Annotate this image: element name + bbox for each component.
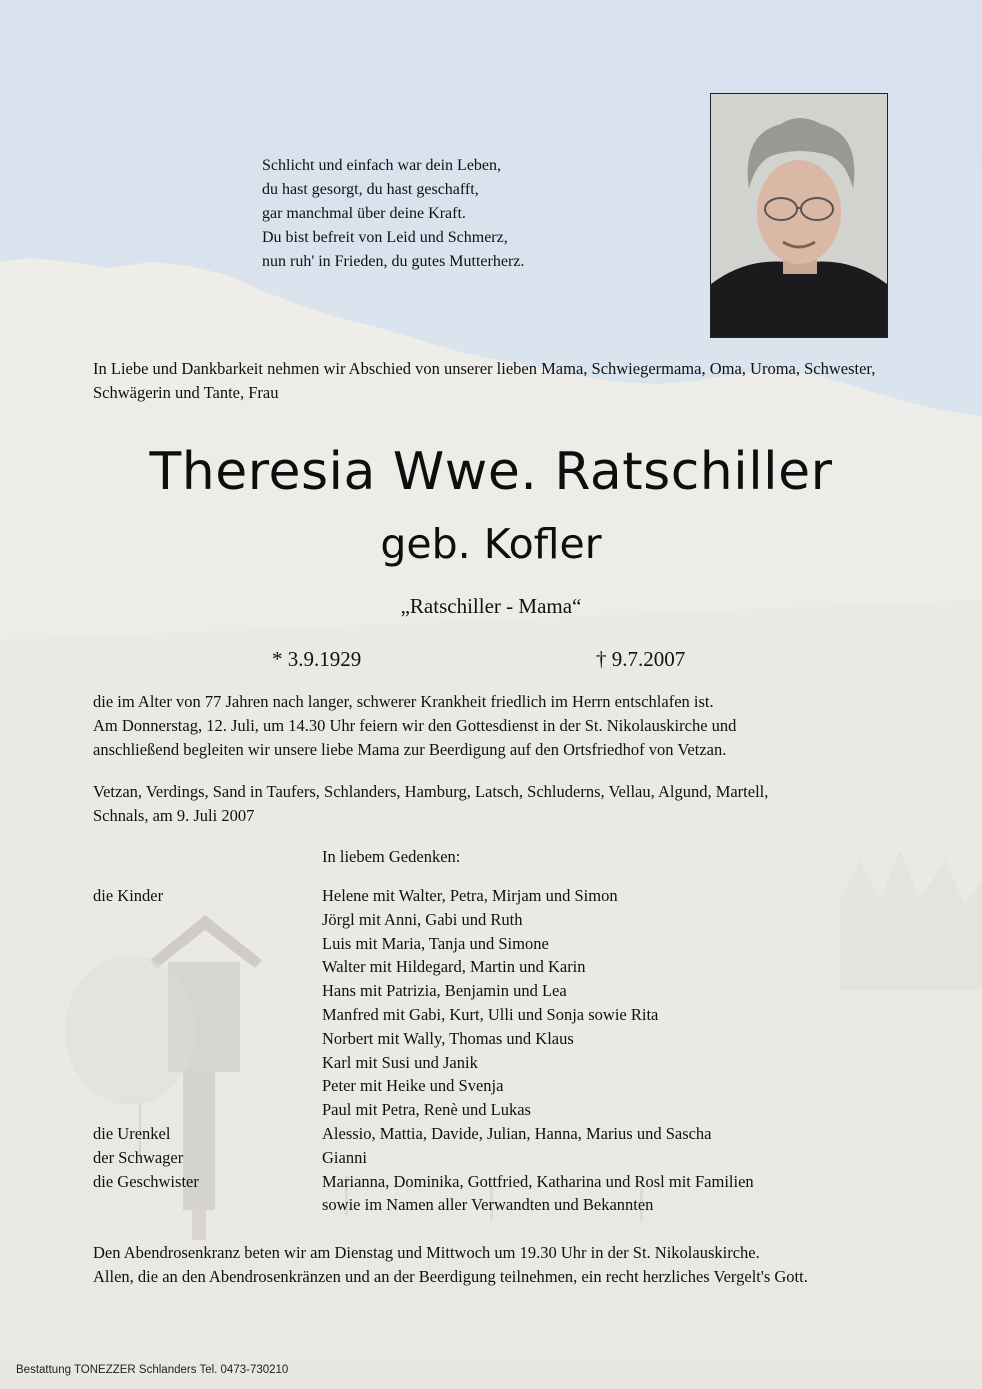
- mourner-group-label: die Urenkel: [93, 1123, 171, 1143]
- mourner-line: Gianni: [322, 1147, 367, 1167]
- mourner-group-great-grandchildren: [93, 1122, 913, 1146]
- announcement-body: [93, 690, 913, 762]
- intro-text: In Liebe und Dankbarkeit nehmen wir Abschied von unserer lieben Mama, Schwiegermama, Oma, Uroma, Schwester, Schwägerin und Tante, Frau: [93, 359, 876, 402]
- birth-date: * 3.9.1929: [272, 647, 362, 671]
- closing-line: Allen, die an den Abendrosenkränzen und an der Beerdigung teilnehmen, ein recht herzliches Vergelt's Gott.: [93, 1267, 808, 1286]
- mourner-group-names: [322, 1170, 754, 1218]
- mourner-line: Peter mit Heike und Svenja: [322, 1076, 504, 1096]
- mourner-line: sowie im Namen aller Verwandten und Bekannten: [322, 1195, 654, 1215]
- poem-line: du hast gesorgt, du hast geschafft,: [262, 181, 479, 198]
- places-line: Schnals, am 9. Juli 2007: [93, 806, 255, 825]
- portrait-image: [711, 94, 887, 337]
- places-and-date: [93, 780, 913, 828]
- death-date: † 9.7.2007: [596, 647, 686, 671]
- mourner-group-brother-in-law: [93, 1146, 913, 1170]
- mourner-line: Helene mit Walter, Petra, Mirjam und Simon: [322, 886, 618, 905]
- mourner-line: Luis mit Maria, Tanja und Simone: [322, 933, 549, 953]
- body-line: Am Donnerstag, 12. Juli, um 14.30 Uhr feiern wir den Gottesdienst in der St. Nikolauskirche und: [93, 716, 737, 735]
- mourner-group-names: [322, 1122, 712, 1146]
- body-line: die im Alter von 77 Jahren nach langer, schwerer Krankheit friedlich im Herrn entschlafen ist.: [93, 692, 714, 711]
- mourner-line: Jörgl mit Anni, Gabi und Ruth: [322, 909, 523, 929]
- maiden-name: geb. Kofler: [380, 520, 602, 568]
- mourner-group-names: [322, 884, 658, 1122]
- nickname: „Ratschiller - Mama“: [400, 594, 582, 618]
- mourner-group-siblings: [93, 1170, 913, 1218]
- mourner-group-label: die Geschwister: [93, 1171, 199, 1191]
- mourner-line: Paul mit Petra, Renè und Lukas: [322, 1100, 531, 1120]
- funeral-home-footer: Bestattung TONEZZER Schlanders Tel. 0473-730210: [16, 1364, 289, 1376]
- mourner-group-names: [322, 1146, 367, 1170]
- closing-line: Den Abendrosenkranz beten wir am Dienstag und Mittwoch um 19.30 Uhr in der St. Nikolauskirche.: [93, 1243, 760, 1262]
- deceased-name: Theresia Wwe. Ratschiller: [149, 442, 833, 502]
- mourner-line: Norbert mit Wally, Thomas und Klaus: [322, 1028, 574, 1048]
- mourner-line: Marianna, Dominika, Gottfried, Katharina und Rosl mit Familien: [322, 1171, 754, 1191]
- places-line: Vetzan, Verdings, Sand in Taufers, Schlanders, Hamburg, Latsch, Schluderns, Vellau, Algund, Martell,: [93, 782, 769, 801]
- poem-line: Du bist befreit von Leid und Schmerz,: [262, 229, 508, 246]
- memorial-poem: [262, 154, 682, 274]
- mourner-group-label: die Kinder: [93, 886, 164, 905]
- closing-text: [93, 1241, 933, 1289]
- body-line: anschließend begleiten wir unsere liebe Mama zur Beerdigung auf den Ortsfriedhof von Vetzan.: [93, 740, 727, 759]
- portrait-photo: [710, 93, 888, 338]
- mourner-line: Alessio, Mattia, Davide, Julian, Hanna, Marius und Sascha: [322, 1123, 712, 1143]
- mourners-list: [93, 884, 913, 1217]
- mourner-line: Hans mit Patrizia, Benjamin und Lea: [322, 981, 567, 1001]
- poem-line: nun ruh' in Frieden, du gutes Mutterherz.: [262, 253, 525, 270]
- mourner-line: Karl mit Susi und Janik: [322, 1052, 478, 1072]
- mourner-line: Walter mit Hildegard, Martin und Karin: [322, 957, 586, 977]
- mourner-line: Manfred mit Gabi, Kurt, Ulli und Sonja sowie Rita: [322, 1004, 659, 1024]
- mourner-group-label: der Schwager: [93, 1147, 184, 1167]
- mourner-group-children: [93, 884, 913, 1122]
- poem-line: Schlicht und einfach war dein Leben,: [262, 157, 502, 174]
- poem-line: gar manchmal über deine Kraft.: [262, 205, 466, 222]
- memory-heading: In liebem Gedenken:: [322, 847, 461, 866]
